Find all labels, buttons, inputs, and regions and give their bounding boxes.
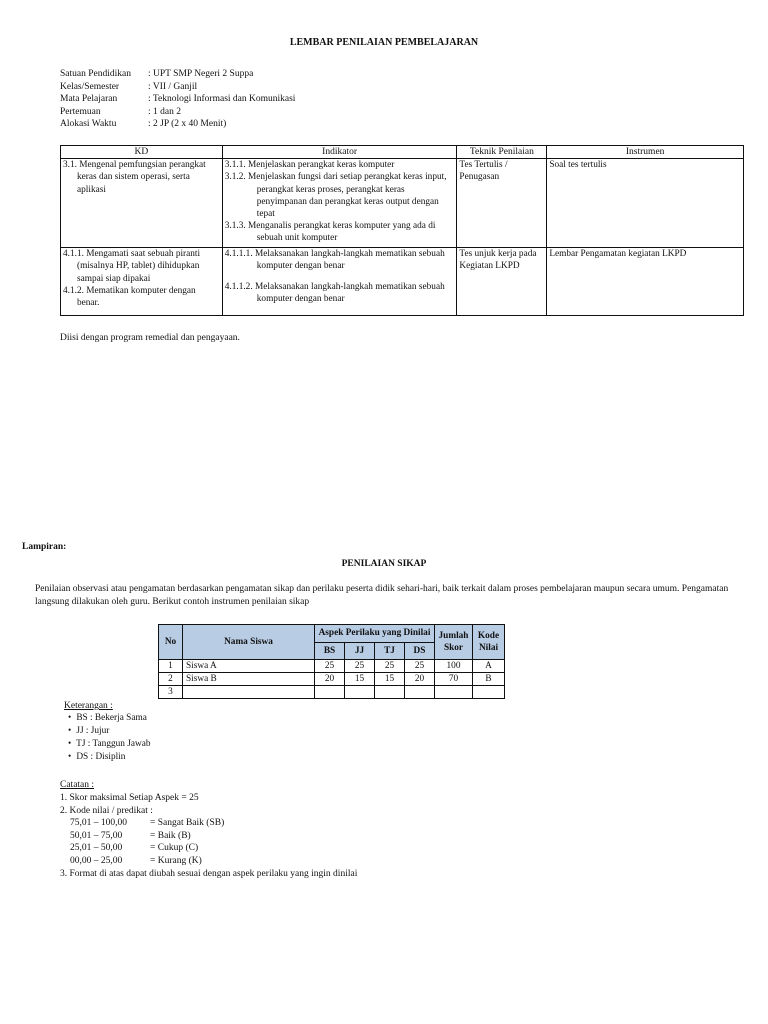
instrumen-cell: Soal tes tertulis	[547, 159, 744, 248]
catatan-list	[60, 792, 357, 880]
bullet-icon: •	[68, 739, 72, 749]
info-label: Kelas/Semester	[60, 81, 120, 92]
table-row	[159, 673, 505, 686]
header-kode: Kode Nilai	[473, 625, 505, 660]
grade-value: = Sangat Baik (SB)	[150, 818, 225, 829]
header-indikator: Indikator	[222, 146, 457, 159]
instrumen-cell: Lembar Pengamatan kegiatan LKPD	[547, 248, 744, 316]
lampiran-heading: Lampiran:	[22, 542, 67, 552]
grade-row	[60, 817, 357, 830]
list-item	[68, 712, 150, 725]
info-row	[60, 93, 295, 106]
cell-jj	[345, 686, 375, 699]
indikator-cell	[222, 248, 457, 316]
section-title: PENILAIAN SIKAP	[341, 559, 427, 569]
cell-ds: 20	[405, 673, 435, 686]
grade-value: = Baik (B)	[150, 830, 191, 841]
keterangan-item: TJ : Tanggun Jawab	[76, 739, 151, 749]
catatan-item: 1. Skor maksimal Setiap Aspek = 25	[60, 793, 199, 803]
kd-cell	[61, 159, 223, 248]
header-jumlah: Jumlah Skor	[435, 625, 473, 660]
cell-ds: 25	[405, 660, 435, 673]
cell-jumlah: 70	[435, 673, 473, 686]
bullet-icon: •	[68, 713, 72, 723]
cell-kode: A	[473, 660, 505, 673]
catatan-item: 3. Format di atas dapat diubah sesuai dengan aspek perilaku yang ingin dinilai	[60, 868, 358, 879]
indikator-cell	[222, 159, 457, 248]
table-row	[61, 159, 744, 248]
grade-range: 00,00 – 25,00	[70, 855, 123, 866]
cell-bs	[315, 686, 345, 699]
info-row	[60, 118, 295, 131]
info-label: Pertemuan	[60, 106, 101, 117]
cell-tj: 25	[375, 660, 405, 673]
header-instrumen: Instrumen	[547, 146, 744, 159]
info-value: : 2 JP (2 x 40 Menit)	[148, 119, 227, 129]
header-no: No	[159, 625, 183, 660]
header-teknik: Teknik Penilaian	[457, 146, 547, 159]
indikator-item: 3.1.1. Menjelaskan perangkat keras komputer	[224, 160, 395, 171]
table-row	[159, 686, 505, 699]
kd-text: 4.1.1. Mengamati saat sebuah piranti (misalnya HP, tablet) dihidupkan sampai siap dipakai	[63, 249, 201, 284]
grade-row	[60, 830, 357, 843]
cell-nama: Siswa A	[183, 660, 315, 673]
kd-text: 4.1.2. Mematikan komputer dengan benar.	[63, 285, 196, 308]
grade-range: 75,01 – 100,00	[70, 818, 127, 829]
list-item	[68, 725, 150, 738]
grade-range: 50,01 – 75,00	[70, 830, 123, 841]
sikap-header	[159, 625, 505, 643]
grade-row	[60, 855, 357, 868]
cell-kode: B	[473, 673, 505, 686]
info-value: : Teknologi Informasi dan Komunikasi	[148, 94, 296, 104]
grade-value: = Kurang (K)	[150, 855, 202, 866]
cell-no: 1	[159, 660, 183, 673]
kd-cell	[61, 248, 223, 316]
info-value: : UPT SMP Negeri 2 Suppa	[148, 69, 254, 79]
cell-no: 3	[159, 686, 183, 699]
remedial-note: Diisi dengan program remedial dan pengayaan.	[60, 333, 240, 343]
cell-jj: 25	[345, 660, 375, 673]
keterangan-item: BS : Bekerja Sama	[76, 713, 147, 723]
bullet-icon: •	[68, 752, 72, 762]
grade-row	[60, 842, 357, 855]
indikator-item: 4.1.1.1. Melaksanakan langkah-langkah mematikan sebuah komputer dengan benar	[224, 249, 445, 272]
catatan-item: 2. Kode nilai / predikat :	[60, 805, 153, 816]
indikator-item: 3.1.3. Menganalis perangkat keras komputer yang ada di sebuah unit komputer	[224, 220, 436, 243]
header-nama: Nama Siswa	[183, 625, 315, 660]
info-row	[60, 106, 295, 119]
list-item	[68, 738, 150, 751]
cell-no: 2	[159, 673, 183, 686]
info-row	[60, 68, 295, 81]
info-row	[60, 81, 295, 94]
kd-table	[60, 145, 744, 316]
teknik-cell: Tes Tertulis / Penugasan	[457, 159, 547, 248]
info-value: : VII / Ganjil	[148, 81, 198, 92]
table-row	[61, 248, 744, 316]
info-label: Alokasi Waktu	[60, 119, 117, 129]
page-title: LEMBAR PENILAIAN PEMBELAJARAN	[289, 37, 479, 48]
bullet-icon: •	[68, 726, 72, 736]
grade-value: = Cukup (C)	[150, 843, 199, 854]
cell-tj	[375, 686, 405, 699]
intro-paragraph: Penilaian observasi atau pengamatan berdasarkan pengamatan sikap dan perilaku peserta didik sehari-hari, baik terkait dalam proses pembelajaran maupun secara umum. Pengamatan langsung dilakukan oleh guru. Berikut contoh instrumen penilaian sikap	[35, 584, 729, 607]
catatan-label: Catatan :	[60, 780, 95, 790]
cell-nama: Siswa B	[183, 673, 315, 686]
teknik-cell: Tes unjuk kerja pada Kegiatan LKPD	[457, 248, 547, 316]
header-jj: JJ	[345, 643, 375, 660]
keterangan-list	[68, 712, 150, 764]
keterangan-label: Keterangan :	[64, 701, 113, 711]
header-ds: DS	[405, 643, 435, 660]
cell-jj: 15	[345, 673, 375, 686]
info-label: Satuan Pendidikan	[60, 69, 131, 79]
cell-bs: 20	[315, 673, 345, 686]
header-aspek: Aspek Perilaku yang Dinilai	[315, 625, 435, 643]
cell-bs: 25	[315, 660, 345, 673]
table-row	[159, 660, 505, 673]
keterangan-item: JJ : Jujur	[76, 726, 110, 736]
grade-range: 25,01 – 50,00	[70, 843, 123, 854]
list-item	[68, 751, 150, 764]
sikap-table	[158, 624, 505, 699]
header-bs: BS	[315, 643, 345, 660]
kd-table-header	[61, 146, 744, 159]
indikator-item: 4.1.1.2. Melaksanakan langkah-langkah mematikan sebuah komputer dengan benar	[224, 281, 445, 304]
indikator-item: 3.1.2. Menjelaskan fungsi dari setiap perangkat keras input, perangkat keras proses, perangkat keras penyimpanan dan perangkat keras output dengan tepat	[224, 172, 447, 219]
info-value: : 1 dan 2	[148, 106, 181, 117]
cell-jumlah: 100	[435, 660, 473, 673]
identity-block	[60, 68, 295, 131]
cell-kode	[473, 686, 505, 699]
cell-nama	[183, 686, 315, 699]
cell-tj: 15	[375, 673, 405, 686]
header-tj: TJ	[375, 643, 405, 660]
keterangan-item: DS : Disiplin	[76, 752, 126, 762]
info-label: Mata Pelajaran	[60, 94, 118, 104]
cell-jumlah	[435, 686, 473, 699]
kd-text: 3.1. Mengenal pemfungsian perangkat keras dan sistem operasi, serta aplikasi	[63, 160, 206, 195]
header-kd: KD	[61, 146, 223, 159]
cell-ds	[405, 686, 435, 699]
